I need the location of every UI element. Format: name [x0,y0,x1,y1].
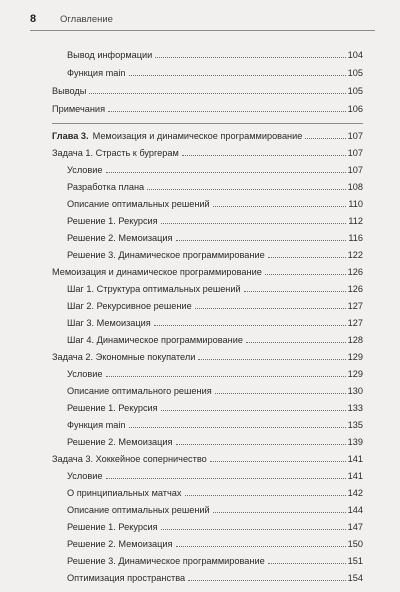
toc-entry-page: 108 [347,182,363,192]
toc-entry [67,281,363,295]
toc-entry-label: Решение 2. Мемоизация [67,233,173,243]
toc-entry [52,145,363,159]
dot-leader [195,308,346,309]
dot-leader [106,478,346,479]
toc-entry [67,570,363,584]
toc-entry-page: 130 [347,386,363,396]
toc-entry-page: 128 [347,335,363,345]
toc-entry-label: Шаг 2. Рекурсивное решение [67,301,192,311]
toc-entry-label: Задача 3. Хоккейное соперничество [52,454,207,464]
dot-leader [268,563,346,564]
toc-entry-label: Решение 3. Динамическое программирование [67,250,265,260]
dot-leader [213,512,346,513]
toc-entry-page: 151 [347,556,363,566]
dot-leader [161,410,346,411]
dot-leader [198,359,345,360]
dot-leader [176,546,346,547]
toc-entry-label: О принципиальных матчах [67,488,182,498]
dot-leader [188,580,346,581]
toc-entry-page: 107 [347,131,363,141]
dot-leader [129,427,346,428]
toc-entry-page: 147 [347,522,363,532]
toc-entry-label: Выводы [52,86,87,96]
toc-entry-page: 127 [347,301,363,311]
toc-entry-chapter [52,128,363,142]
dot-leader [213,206,347,207]
dot-leader [244,291,346,292]
toc-entry-page: 110 [348,199,363,209]
toc-entry [67,366,363,380]
toc-entry [67,553,363,567]
toc-entry-page: 127 [347,318,363,328]
toc-entry-label: Функция main [67,420,126,430]
toc-entry-page: 135 [347,420,363,430]
toc-entry [52,83,363,97]
toc-entry-page: 154 [347,573,363,583]
toc-entry-page: 106 [347,104,363,114]
toc-entry [52,451,363,465]
dot-leader [147,189,346,190]
dot-leader [176,240,347,241]
dot-leader [108,111,346,112]
toc-entry [67,298,363,312]
toc-entry-label: Шаг 3. Мемоизация [67,318,151,328]
toc-entry-page: 105 [347,68,363,78]
toc-entry [52,101,363,115]
toc-entry-page: 141 [347,454,363,464]
dot-leader [265,274,346,275]
toc-entry-label: Задача 1. Страсть к бургерам [52,148,179,158]
toc-entry-label: Решение 3. Динамическое программирование [67,556,265,566]
toc-entry-label: Вывод информации [67,50,153,60]
toc-entry [67,519,363,533]
dot-leader [268,257,346,258]
toc-entry-page: 150 [347,539,363,549]
toc-entry-label: Задача 2. Экономные покупатели [52,352,196,362]
chapter-divider [52,123,363,124]
dot-leader [210,461,346,462]
dot-leader [161,223,347,224]
toc-entry-page: 129 [347,369,363,379]
toc-entry-label: Функция main [67,68,126,78]
toc-entry [67,65,363,79]
toc-entry-page: 129 [347,352,363,362]
toc-entry [67,247,363,261]
toc-entry [67,47,363,61]
toc-entry-label: Решение 1. Рекурсия [67,216,158,226]
toc-entry [67,417,363,431]
toc-entry [67,434,363,448]
toc-entry-label: Оптимизация пространства [67,573,186,583]
toc-entry-page: 141 [347,471,363,481]
toc-entry [67,332,363,346]
toc-entry [67,383,363,397]
toc-entry-page: 122 [347,250,363,260]
dot-leader [106,376,346,377]
toc-entry [67,315,363,329]
toc-entry [67,468,363,482]
toc-entry-page: 107 [347,148,363,158]
toc-entry-page: 126 [347,267,363,277]
toc-entry [67,196,363,210]
page-number: 8 [30,13,37,25]
toc-entry-page: 126 [347,284,363,294]
toc-entry [67,179,363,193]
toc-entry-label: Шаг 1. Структура оптимальных решений [67,284,241,294]
toc-entry [67,400,363,414]
toc-entry [67,213,363,227]
chapter-number: Глава 3. [52,131,89,141]
toc-entry-label: Мемоизация и динамическое программирование [52,267,262,277]
toc-entry-page: 105 [347,86,363,96]
toc-entry-label: Разработка плана [67,182,145,192]
toc-entry-label: Решение 1. Рекурсия [67,403,158,413]
dot-leader [89,93,345,94]
dot-leader [182,155,346,156]
toc-entry-page: 107 [347,165,363,175]
dot-leader [215,393,346,394]
toc-entry-label: Примечания [52,104,106,114]
toc-entry-label: Условие [67,471,103,481]
dot-leader [305,138,345,139]
header-title: Оглавление [60,14,113,25]
toc-entry-label: Решение 1. Рекурсия [67,522,158,532]
toc-entry-page: 142 [347,488,363,498]
dot-leader [129,75,346,76]
toc-entry-label: Решение 2. Мемоизация [67,539,173,549]
toc-entry-page: 112 [348,216,363,226]
toc-entry-label: Описание оптимальных решений [67,199,210,209]
dot-leader [185,495,346,496]
dot-leader [161,529,346,530]
dot-leader [154,325,346,326]
dot-leader [155,57,345,58]
toc-entry-label: Условие [67,369,103,379]
dot-leader [176,444,346,445]
toc-entry-page: 144 [347,505,363,515]
toc-entry [52,349,363,363]
toc-entry [67,230,363,244]
toc-entry-page: 116 [348,233,363,243]
toc-entry-page: 133 [347,403,363,413]
toc-entry [67,485,363,499]
toc-entry-label: Решение 2. Мемоизация [67,437,173,447]
toc-entry-label: Описание оптимального решения [67,386,212,396]
dot-leader [106,172,346,173]
toc-entry [52,264,363,278]
toc-entry-page: 104 [347,50,363,60]
dot-leader [246,342,346,343]
toc-entry [67,536,363,550]
toc-entry-page: 139 [347,437,363,447]
toc-entry-label: Условие [67,165,103,175]
toc-entry [67,502,363,516]
toc-entry [67,162,363,176]
toc-entry-label: Шаг 4. Динамическое программирование [67,335,243,345]
toc-entry-label: Описание оптимальных решений [67,505,210,515]
toc-entry-label: Мемоизация и динамическое программирование [92,131,303,141]
